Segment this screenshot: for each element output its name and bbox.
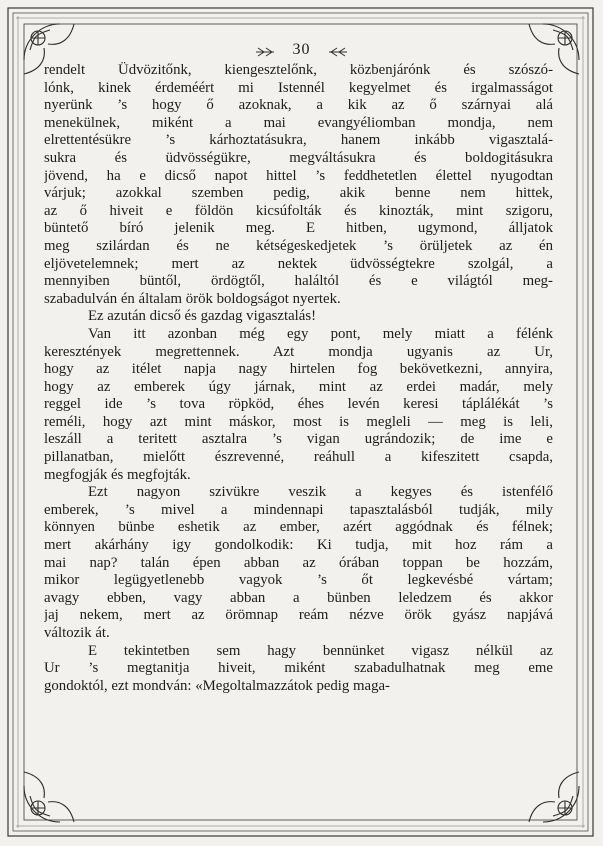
text-line: Ez azután dicső és gazdag vigasztalás! xyxy=(88,308,317,325)
text-line: avagy ebben, vagy abban a bünben leledzem és akkor xyxy=(44,589,553,606)
page-number: 30 xyxy=(292,41,311,58)
text-line: jaj nekem, mert az örömnap reám nézve örök gyász napjává xyxy=(44,607,553,624)
text-line: mennyiben büntől, ördögtől, haláltól és e világtól meg- xyxy=(44,273,553,290)
text-line: nyerünk ’s hogy ő azoknak, a kik az ő szárnyai alá xyxy=(44,97,553,114)
text-line: keresztények megrettennek. Azt mondja ugyanis az Ur, xyxy=(44,343,553,360)
paragraph xyxy=(44,308,553,326)
paragraph xyxy=(44,643,553,696)
text-line: reméli, hogy azt mint máskor, most is megleli — meg is leli, xyxy=(44,413,553,430)
paragraph xyxy=(44,62,553,308)
text-line: könnyen bünbe eshetik az ember, azért aggódnak és félnek; xyxy=(44,519,553,536)
text-line: megfogják és megfojták. xyxy=(44,466,191,483)
text-line: mai nap? talán épen abban az órában toppan be hozzám, xyxy=(44,554,553,571)
text-line: szabadulván én általam örök boldogságot nyertek. xyxy=(44,290,341,307)
text-line: mikor legügyetlenebb vagyok ’s őt legkevésbé vártam; xyxy=(44,572,553,589)
text-line: sukra és üdvösségükre, megváltásukra és boldogitásukra xyxy=(44,149,553,166)
text-line: gondoktól, ezt mondván: «Megoltalmazzátok pedig maga- xyxy=(44,677,390,694)
text-line: Ur ’s megtanitja hiveit, miként szabadulhatnak meg eme xyxy=(44,660,553,677)
text-line: az ő hiveit e földön kicsúfolták és kinozták, mint szigoru, xyxy=(44,202,553,219)
text-line: várjuk; azokkal szemben pedig, akik benne nem hittek, xyxy=(44,185,553,202)
text-line: Ezt nagyon szivükre veszik a kegyes és istenfélő xyxy=(88,484,553,501)
text-line: leszáll a teritett asztalra ’s vigan ugrándozik; de ime e xyxy=(44,431,553,448)
text-line: Van itt azonban még egy pont, mely miatt a félénk xyxy=(88,325,553,342)
text-line: emberek, ’s mivel a mindennapi tapasztalásból tudják, mily xyxy=(44,501,553,518)
text-line: E tekintetben sem hagy bennünket vigasz nélkül az xyxy=(88,642,553,659)
text-line: meg szilárdan és ne kétségeskedjetek ’s örüljetek az én xyxy=(44,237,553,254)
text-line: jövend, ha e dicső napot hittel ’s feddhetetlen élettel nyugodtan xyxy=(44,167,553,184)
text-line: pillanatban, mielőtt észrevenné, reáhull a kifeszitett csapda, xyxy=(44,449,553,466)
text-line: hogy az emberek úgy járnak, mint az erdei madár, mely xyxy=(44,378,553,395)
body-text xyxy=(44,62,553,695)
text-line: büntető bíró jelenik meg. E hitben, ugymond, álljatok xyxy=(44,220,553,237)
paragraph xyxy=(44,326,553,484)
text-line: elrettentésükre ’s kárhoztatásukra, hanem inkább vigasztalá- xyxy=(44,132,553,149)
paragraph xyxy=(44,484,553,642)
text-line: reggel ide ’s tova röpköd, éhes levén keresi táplálékát ’s xyxy=(44,396,553,413)
text-line: hogy az itélet napja nagy hirtelen fog bekövetkezni, annyira, xyxy=(44,361,553,378)
text-line: eljövetelemnek; mert az nektek üdvösségtekre szolgál, a xyxy=(44,255,553,272)
text-line: mert akárhány igy gondolkodik: Ki tudja, mit hoz rám a xyxy=(44,537,553,554)
text-line: rendelt Üdvözitőnk, kiengesztelőnk, közbenjárónk és szószó- xyxy=(44,62,553,78)
text-line: menekülnek, miként a mai evangyéliomban mondja, nem xyxy=(44,114,553,131)
text-line: lónk, kinek érdeméért mi Istennél kegyelmet és irgalmasságot xyxy=(44,79,553,96)
text-line: változik át. xyxy=(44,625,110,641)
